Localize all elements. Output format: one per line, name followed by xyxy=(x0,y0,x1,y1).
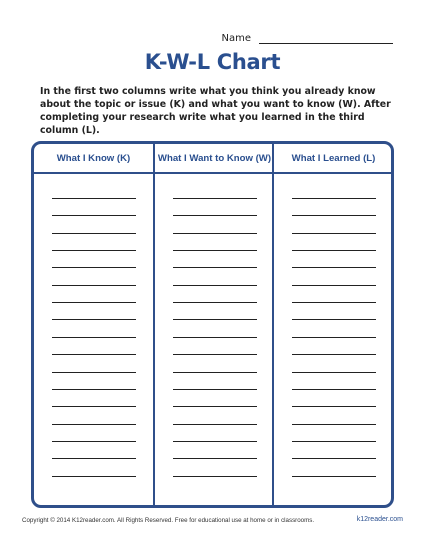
writing-line[interactable] xyxy=(173,441,257,442)
site-link[interactable]: k12reader.com xyxy=(356,516,403,523)
writing-line[interactable] xyxy=(292,354,376,355)
column-want xyxy=(153,144,274,505)
writing-line[interactable] xyxy=(292,319,376,320)
writing-line[interactable] xyxy=(173,215,257,216)
writing-line[interactable] xyxy=(52,441,136,442)
page-title: K-W-L Chart xyxy=(144,50,281,74)
column-lines-learned xyxy=(274,172,393,505)
column-header-learned: What I Learned (L) xyxy=(274,144,393,174)
writing-line[interactable] xyxy=(173,372,257,373)
column-know xyxy=(34,144,153,505)
column-learned xyxy=(272,144,393,505)
writing-line[interactable] xyxy=(292,372,376,373)
writing-line[interactable] xyxy=(52,406,136,407)
writing-line[interactable] xyxy=(292,302,376,303)
writing-line[interactable] xyxy=(52,476,136,477)
writing-line[interactable] xyxy=(173,406,257,407)
writing-line[interactable] xyxy=(173,476,257,477)
writing-line[interactable] xyxy=(292,389,376,390)
writing-line[interactable] xyxy=(173,458,257,459)
column-lines-know xyxy=(34,172,153,505)
column-lines-want xyxy=(155,172,274,505)
writing-line[interactable] xyxy=(292,250,376,251)
writing-line[interactable] xyxy=(52,198,136,199)
writing-line[interactable] xyxy=(52,354,136,355)
writing-line[interactable] xyxy=(173,389,257,390)
name-label: Name xyxy=(221,33,251,44)
copyright-text: Copyright © 2014 K12reader.com. All Rights Reserved. Free for educational use at home or in classrooms. xyxy=(22,517,315,524)
writing-line[interactable] xyxy=(173,354,257,355)
writing-line[interactable] xyxy=(292,476,376,477)
writing-line[interactable] xyxy=(173,250,257,251)
column-header-know: What I Know (K) xyxy=(34,144,153,174)
writing-line[interactable] xyxy=(173,302,257,303)
writing-line[interactable] xyxy=(52,233,136,234)
writing-line[interactable] xyxy=(292,233,376,234)
name-blank-line[interactable] xyxy=(259,34,393,44)
writing-line[interactable] xyxy=(292,458,376,459)
name-field xyxy=(221,33,393,44)
writing-line[interactable] xyxy=(52,319,136,320)
writing-line[interactable] xyxy=(52,337,136,338)
writing-line[interactable] xyxy=(292,267,376,268)
writing-line[interactable] xyxy=(292,215,376,216)
writing-line[interactable] xyxy=(52,389,136,390)
writing-line[interactable] xyxy=(52,372,136,373)
kwl-chart xyxy=(31,141,394,508)
writing-line[interactable] xyxy=(173,424,257,425)
writing-line[interactable] xyxy=(52,458,136,459)
writing-line[interactable] xyxy=(173,267,257,268)
writing-line[interactable] xyxy=(173,285,257,286)
writing-line[interactable] xyxy=(292,198,376,199)
writing-line[interactable] xyxy=(292,337,376,338)
writing-line[interactable] xyxy=(52,424,136,425)
writing-line[interactable] xyxy=(52,215,136,216)
writing-line[interactable] xyxy=(173,233,257,234)
instructions-text: In the first two columns write what you think you already know about the topic or issue (K) and what you want to know (W). After completing your research write what you learned in the third column (L). xyxy=(40,86,391,136)
writing-line[interactable] xyxy=(52,250,136,251)
writing-line[interactable] xyxy=(52,267,136,268)
writing-line[interactable] xyxy=(52,285,136,286)
writing-line[interactable] xyxy=(292,406,376,407)
writing-line[interactable] xyxy=(52,302,136,303)
writing-line[interactable] xyxy=(292,441,376,442)
writing-line[interactable] xyxy=(292,285,376,286)
writing-line[interactable] xyxy=(173,198,257,199)
column-header-want: What I Want to Know (W) xyxy=(155,144,274,174)
writing-line[interactable] xyxy=(173,319,257,320)
writing-line[interactable] xyxy=(173,337,257,338)
writing-line[interactable] xyxy=(292,424,376,425)
